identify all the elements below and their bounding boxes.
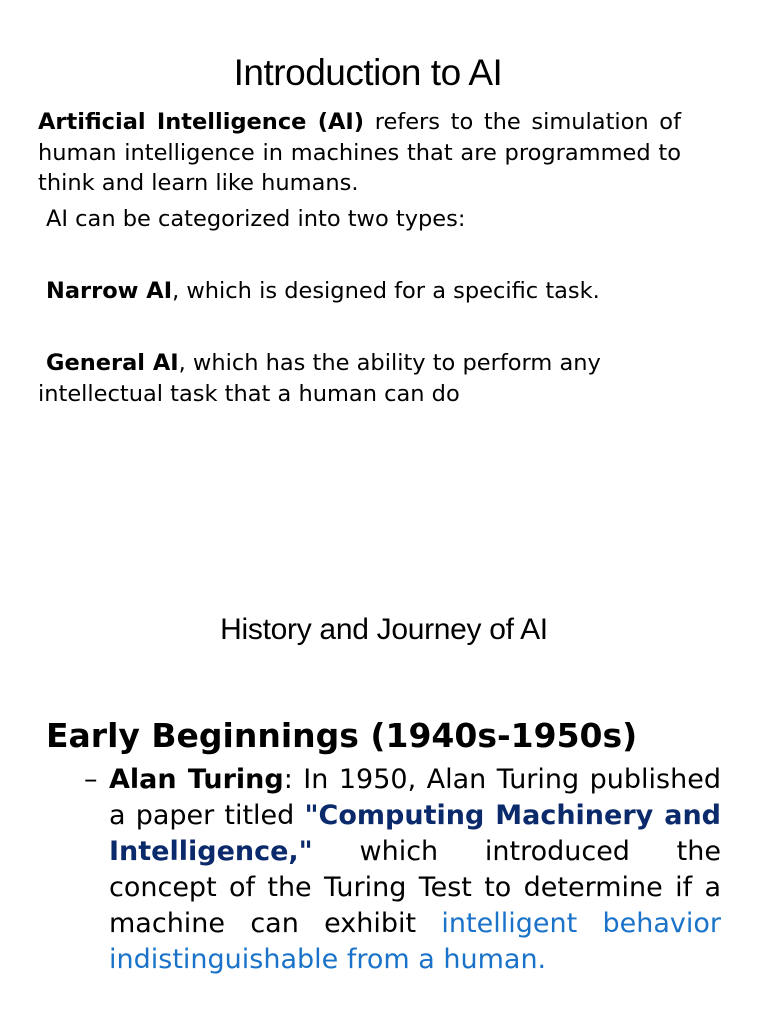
general-ai-paragraph — [38, 348, 681, 409]
narrow-ai-text: , which is designed for a specific task. — [172, 278, 600, 304]
paper-title: "Computing Machinery and Intelligence," — [109, 800, 721, 867]
history-title: History and Journey of AI — [220, 613, 548, 646]
turing-text-before: : In 1950, Alan Turing published a paper titled — [109, 764, 721, 831]
ai-definition-paragraph — [38, 107, 681, 199]
bullet-dash: – — [84, 764, 98, 795]
alan-turing-name: Alan Turing — [109, 764, 284, 795]
page-title: Introduction to AI — [233, 52, 503, 93]
turing-highlight: intelligent behavior indistinguishable from a human. — [109, 908, 722, 975]
narrow-ai-term: Narrow AI — [46, 278, 173, 304]
general-ai-text: , which has the ability to perform any intellectual task that a human can do — [38, 350, 601, 407]
ai-term: Artificial Intelligence (AI) — [38, 109, 365, 135]
general-ai-term: General AI — [46, 350, 179, 376]
categories-intro: AI can be categorized into two types: — [46, 206, 466, 232]
turing-text-middle: which introduced the concept of the Turing Test to determine if a machine can exhibit — [109, 836, 721, 939]
alan-turing-bullet — [109, 762, 721, 978]
early-beginnings-heading: Early Beginnings (1940s-1950s) — [46, 716, 638, 755]
ai-definition-text: refers to the simulation of human intelligence in machines that are programmed to think and learn like humans. — [38, 109, 681, 196]
narrow-ai-paragraph — [46, 276, 689, 307]
